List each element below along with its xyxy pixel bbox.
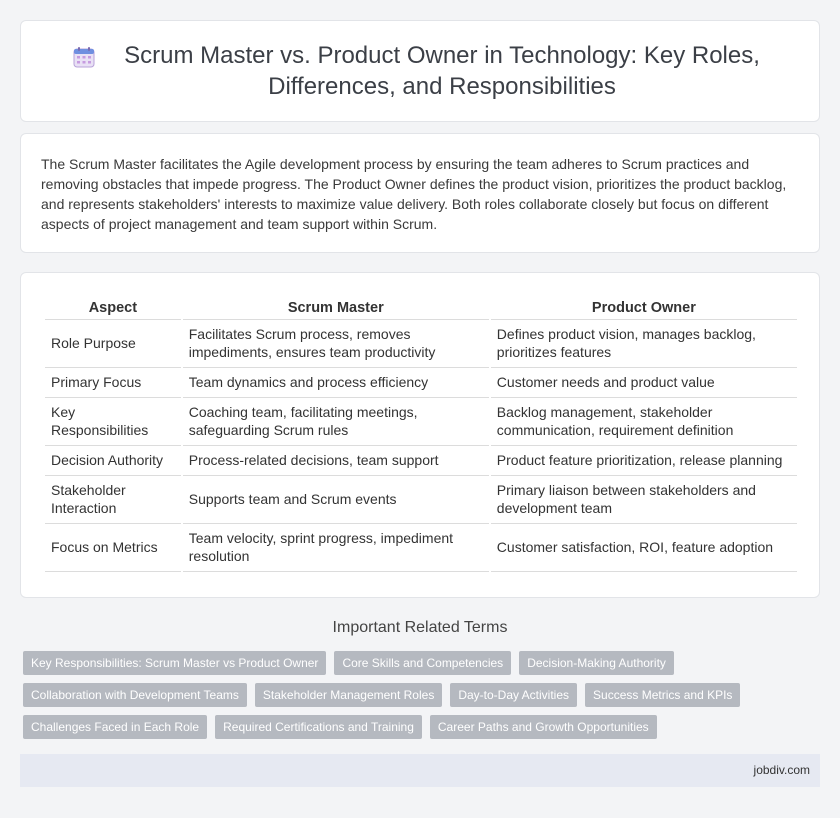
comparison-card — [20, 272, 820, 598]
table-header: Product Owner — [491, 293, 797, 320]
intro-card — [20, 133, 820, 253]
table-cell: Team velocity, sprint progress, impediment resolution — [183, 524, 489, 572]
table-header: Scrum Master — [183, 293, 489, 320]
comparison-table — [43, 293, 799, 572]
title-card — [20, 20, 820, 122]
table-cell: Customer needs and product value — [491, 368, 797, 398]
table-cell: Primary Focus — [45, 368, 181, 398]
related-term-tag[interactable]: Day-to-Day Activities — [450, 683, 577, 707]
related-terms — [23, 651, 823, 747]
table-cell: Supports team and Scrum events — [183, 476, 489, 524]
related-term-tag[interactable]: Core Skills and Competencies — [334, 651, 511, 675]
table-cell: Customer satisfaction, ROI, feature adoption — [491, 524, 797, 572]
related-term-tag[interactable]: Required Certifications and Training — [215, 715, 422, 739]
table-cell: Key Responsibilities — [45, 398, 181, 446]
table-cell: Coaching team, facilitating meetings, safeguarding Scrum rules — [183, 398, 489, 446]
related-term-tag[interactable]: Key Responsibilities: Scrum Master vs Product Owner — [23, 651, 326, 675]
table-cell: Backlog management, stakeholder communication, requirement definition — [491, 398, 797, 446]
table-cell: Facilitates Scrum process, removes impediments, ensures team productivity — [183, 320, 489, 368]
page-title: Scrum Master vs. Product Owner in Technology: Key Roles, Differences, and Responsibilities — [124, 42, 760, 100]
table-row — [45, 476, 797, 524]
table-cell: Focus on Metrics — [45, 524, 181, 572]
table-row — [45, 320, 797, 368]
table-cell: Stakeholder Interaction — [45, 476, 181, 524]
table-cell: Team dynamics and process efficiency — [183, 368, 489, 398]
table-header-row — [45, 293, 797, 320]
footer — [20, 754, 820, 787]
table-row — [45, 368, 797, 398]
tag-row — [23, 651, 823, 675]
tag-row — [23, 715, 823, 739]
related-term-tag[interactable]: Success Metrics and KPIs — [585, 683, 740, 707]
related-term-tag[interactable]: Collaboration with Development Teams — [23, 683, 247, 707]
table-cell: Process-related decisions, team support — [183, 446, 489, 476]
related-term-tag[interactable]: Career Paths and Growth Opportunities — [430, 715, 657, 739]
table-cell: Product feature prioritization, release planning — [491, 446, 797, 476]
related-term-tag[interactable]: Stakeholder Management Roles — [255, 683, 442, 707]
related-terms-title: Important Related Terms — [332, 619, 508, 636]
table-row — [45, 524, 797, 572]
related-term-tag[interactable]: Challenges Faced in Each Role — [23, 715, 207, 739]
intro-text: The Scrum Master facilitates the Agile development process by ensuring the team adheres to Scrum practices and removing obstacles that impede progress. The Product Owner defines the product vision, prioritizes the product backlog, and represents stakeholders' interests to maximize value delivery. Both roles collaborate closely but focus on different aspects of project management and team support within Scrum. — [41, 156, 787, 232]
title-wrap — [73, 40, 767, 102]
tag-row — [23, 683, 823, 707]
table-cell: Decision Authority — [45, 446, 181, 476]
table-cell: Role Purpose — [45, 320, 181, 368]
table-row — [45, 446, 797, 476]
calendar-icon — [73, 46, 95, 68]
table-header: Aspect — [45, 293, 181, 320]
table-row — [45, 398, 797, 446]
footer-site-link[interactable]: jobdiv.com — [753, 763, 810, 777]
related-term-tag[interactable]: Decision-Making Authority — [519, 651, 674, 675]
table-cell: Primary liaison between stakeholders and development team — [491, 476, 797, 524]
table-cell: Defines product vision, manages backlog, prioritizes features — [491, 320, 797, 368]
